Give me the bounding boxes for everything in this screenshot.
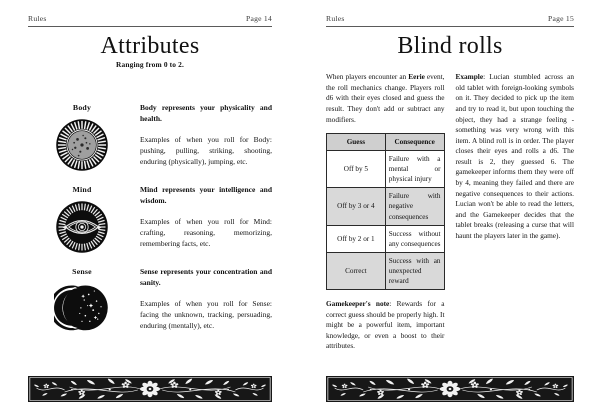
table-row bbox=[327, 151, 445, 188]
spacer bbox=[28, 83, 272, 103]
attribute-row-body bbox=[28, 103, 272, 173]
spacer bbox=[326, 60, 574, 72]
attribute-text-column bbox=[136, 185, 272, 255]
running-head-page-number: Page 15 bbox=[547, 14, 574, 23]
cell-consequence: Failure with negative consequences bbox=[385, 188, 444, 225]
intro-text-before: When players encounter an bbox=[326, 72, 409, 82]
header-rule bbox=[326, 26, 574, 27]
left-running-head bbox=[28, 14, 272, 26]
attribute-emblem-column bbox=[28, 185, 136, 255]
attribute-name-mind: Mind bbox=[72, 185, 92, 195]
attribute-text-column bbox=[136, 267, 272, 337]
attribute-name-sense: Sense bbox=[72, 267, 92, 277]
page-title: Blind rolls bbox=[397, 33, 503, 59]
header-rule bbox=[28, 26, 272, 27]
floral-vine-ornament bbox=[326, 376, 574, 402]
table-header-row bbox=[327, 134, 445, 151]
table-head bbox=[327, 134, 445, 151]
column-header-consequence: Consequence bbox=[385, 134, 444, 151]
intro-keyword: Eerie bbox=[408, 72, 425, 82]
right-running-head bbox=[326, 14, 574, 26]
cell-consequence: Failure with a mental or physical injury bbox=[385, 151, 444, 188]
attribute-row-mind bbox=[28, 185, 272, 255]
table-row bbox=[327, 188, 445, 225]
page-title: Attributes bbox=[100, 33, 200, 59]
crescent-moon-stars-icon bbox=[54, 281, 110, 337]
column-right bbox=[456, 72, 575, 360]
table-body bbox=[327, 151, 445, 290]
gamekeeper-note-text: : Rewards for a correct guess should be properly high. It might be a powerful item, important knowledge, or even a boost to their attributes. bbox=[326, 299, 445, 351]
sun-disc-icon bbox=[54, 117, 110, 173]
gamekeeper-note bbox=[326, 299, 445, 352]
floral-vine-ornament bbox=[28, 376, 272, 402]
column-left bbox=[326, 72, 445, 360]
table-row bbox=[327, 225, 445, 252]
attribute-name-body: Body bbox=[72, 103, 92, 113]
running-head-section: Rules bbox=[28, 14, 47, 23]
attribute-examples-mind: Examples of when you roll for Mind: crafting, reasoning, memorizing, remembering facts, etc. bbox=[140, 216, 272, 249]
attribute-lead-mind: Mind represents your intelligence and wisdom. bbox=[140, 185, 272, 206]
cell-guess: Off by 3 or 4 bbox=[327, 188, 386, 225]
attribute-row-sense bbox=[28, 267, 272, 337]
all-seeing-eye-icon bbox=[54, 199, 110, 255]
left-page-ornament bbox=[28, 376, 272, 402]
attribute-emblem-column bbox=[28, 103, 136, 173]
right-page-ornament bbox=[326, 376, 574, 402]
cell-consequence: Success with an unexpected reward bbox=[385, 252, 444, 289]
intro-paragraph bbox=[326, 72, 445, 125]
attribute-examples-body: Examples of when you roll for Body: pushing, pulling, striking, shooting, enduring (physically), jumping, etc. bbox=[140, 134, 272, 167]
page-subtitle: Ranging from 0 to 2. bbox=[116, 60, 184, 70]
blind-roll-table bbox=[326, 133, 445, 290]
example-label: Example bbox=[455, 72, 484, 82]
running-head-section: Rules bbox=[326, 14, 345, 23]
cell-guess: Correct bbox=[327, 252, 386, 289]
column-header-guess: Guess bbox=[327, 134, 386, 151]
gamekeeper-note-label: Gamekeeper's note bbox=[326, 299, 390, 309]
two-column-body bbox=[326, 72, 574, 360]
intro-text-after: event, the roll mechanics change. Players roll d6 with their eyes closed and guess the result. They don't add or subtract any modifiers. bbox=[326, 72, 445, 124]
attribute-emblem-column bbox=[28, 267, 136, 337]
attribute-lead-sense: Sense represents your concentration and sanity. bbox=[140, 267, 272, 288]
attribute-text-column bbox=[136, 103, 272, 173]
attribute-examples-sense: Examples of when you roll for Sense: facing the unknown, tracking, persuading, enduring (mentally), etc. bbox=[140, 298, 272, 331]
example-text: : Lucian stumbled across an old tablet with foreign-looking symbols on it. They decided to pick up the item and try to read it, but upon touching the object, they had a strange feeling - something was very wrong with this item. A blind roll is in order. The player closes their eyes and rolls a d6. The result is 2, they guessed 6. The gamekeeper informs them they were off by 4, meaning they failed and there are negative consequences to their actions. Lucian won't be able to read the letters, and the Gamekeeper decides that the tablet breaks (releasing a curse that will haunt the players later in the game). bbox=[455, 72, 574, 240]
right-page bbox=[300, 0, 600, 420]
table-row bbox=[327, 252, 445, 289]
example-paragraph bbox=[456, 72, 575, 241]
cell-guess: Off by 2 or 1 bbox=[327, 225, 386, 252]
attribute-lead-body: Body represents your physicality and health. bbox=[140, 103, 272, 124]
running-head-page-number: Page 14 bbox=[245, 14, 272, 23]
cell-consequence: Success without any consequences bbox=[385, 225, 444, 252]
cell-guess: Off by 5 bbox=[327, 151, 386, 188]
